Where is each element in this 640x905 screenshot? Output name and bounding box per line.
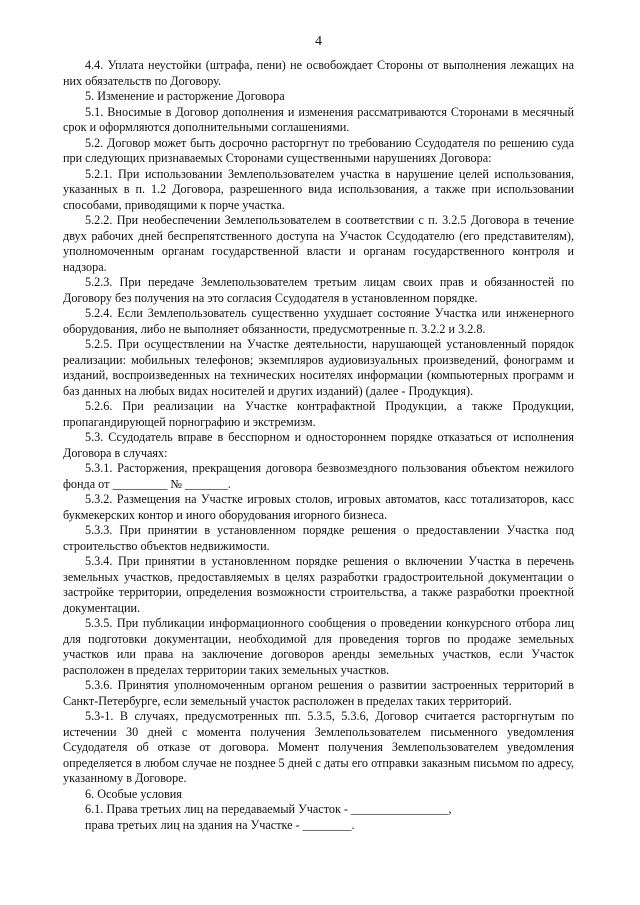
clause-5-3-4: 5.3.4. При принятии в установленном порядке решения о включении Участка в перечень земельных участков, предоставляемых в целях разработки градостроительной документации о застройке территории, определения возможности строительства, а также разработки проектной документации. (63, 554, 574, 615)
clause-5-3-3: 5.3.3. При принятии в установленном порядке решения о предоставлении Участка под строительство объектов недвижимости. (63, 523, 574, 553)
page-number: 4 (315, 34, 322, 49)
clause-5-2-3: 5.2.3. При передаче Землепользователем третьим лицам своих прав и обязанностей по Договору без получения на это согласия Ссудодателя в установленном порядке. (63, 275, 574, 305)
clause-5-3-5: 5.3.5. При публикации информационного сообщения о проведении конкурсного отбора лиц для подготовки документации, необходимой для проведения торгов по продаже земельных участков или права на заключение договоров аренды земельных участков, если Участок расположен в пределах территории таких земельных участков. (63, 616, 574, 677)
clause-5-1: 5.1. Вносимые в Договор дополнения и изменения рассматриваются Сторонами в месячный срок и оформляются дополнительными соглашениями. (63, 104, 574, 134)
clause-5-3-6: 5.3.6. Принятия уполномоченным органом решения о развитии застроенных территорий в Санкт-Петербурге, если земельный участок расположен в пределах таких территорий. (63, 678, 574, 708)
clause-5-3-2: 5.3.2. Размещения на Участке игровых столов, игровых автоматов, касс тотализаторов, касс букмекерских контор и иного оборудования игорного бизнеса. (63, 492, 574, 522)
clause-5-3-1: 5.3.1. Расторжения, прекращения договора безвозмездного пользования объектом нежилого фонда от _________ № _______. (63, 461, 574, 491)
clause-5-2-4: 5.2.4. Если Землепользователь существенно ухудшает состояние Участка или инженерного оборудования, либо не выполняет обязанности, предусмотренные п. 3.2.2 и 3.2.8. (63, 306, 574, 336)
clause-6-1: 6.1. Права третьих лиц на передаваемый Участок - ________________, (85, 802, 452, 816)
clause-5-3-1-extra: 5.3-1. В случаях, предусмотренных пп. 5.3.5, 5.3.6, Договор считается расторгнутым по истечении 30 дней с момента получения Землепользователем письменного уведомления Ссудодателя об отказе от договора. Момент получения Землепользователем уведомления определяется в любом случае не позднее 5 дней с даты его отправки заказным письмом по адресу, указанному в Договоре. (63, 709, 574, 785)
clause-5-2-1: 5.2.1. При использовании Землепользователем участка в нарушение целей использования, указанных в п. 1.2 Договора, разрешенного вида использования, а также при использовании способами, приводящими к порче участка. (63, 166, 574, 212)
clause-6-1-continued: права третьих лиц на здания на Участке - ________. (85, 817, 355, 832)
clause-5-3: 5.3. Ссудодатель вправе в бесспорном и одностороннем порядке отказаться от исполнения Договора в случаях: (63, 430, 574, 460)
clause-5-2-6: 5.2.6. При реализации на Участке контрафактной Продукции, а также Продукции, пропагандирующей порнографию и экстремизм. (63, 399, 574, 429)
section-6-heading: 6. Особые условия (85, 786, 182, 801)
clause-4-4: 4.4. Уплата неустойки (штрафа, пени) не освобождает Стороны от выполнения лежащих на них обязательств по Договору. (63, 58, 574, 88)
clause-5-2-5: 5.2.5. При осуществлении на Участке деятельности, нарушающей установленный порядок реализации: мобильных телефонов; экземпляров аудиовизуальных произведений, фонограмм и изданий, воспроизведенных на технических носителях информации (компьютерных программ и баз данных на любых видах носителей и других изданий) (далее - Продукция). (63, 337, 574, 398)
clause-5-2-2: 5.2.2. При необеспечении Землепользователем в соответствии с п. 3.2.5 Договора в течение двух рабочих дней беспрепятственного доступа на Участок Ссудодателю (его представителям), уполномоченным органам государственной власти и органам государственного контроля и надзора. (63, 213, 574, 274)
clause-5-2: 5.2. Договор может быть досрочно расторгнут по требованию Ссудодателя по решению суда при следующих признаваемых Сторонами существенными нарушениях Договора: (63, 135, 574, 165)
section-5-heading: 5. Изменение и расторжение Договора (85, 89, 285, 103)
